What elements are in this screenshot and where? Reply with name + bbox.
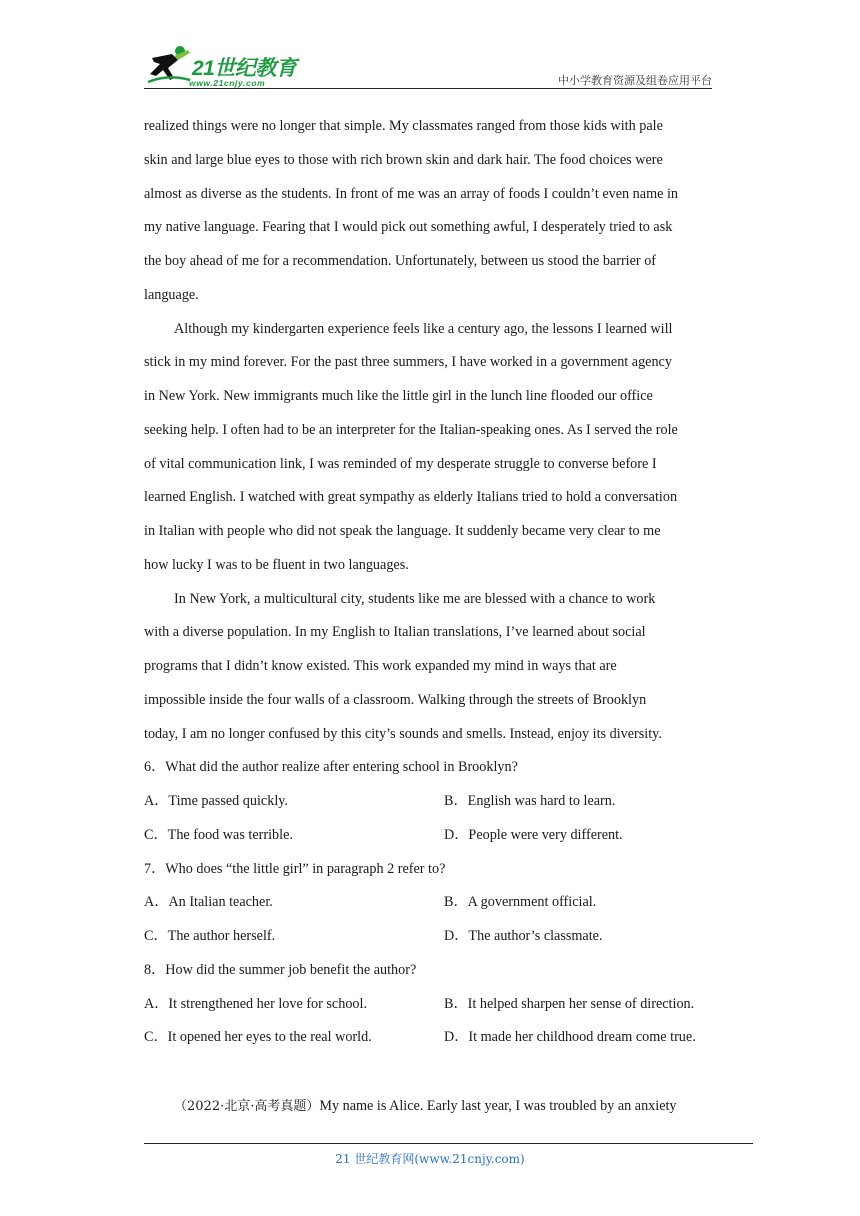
answer-option[interactable]: B．It helped sharpen her sense of direction. [444,995,695,1012]
answer-option[interactable]: A．It strengthened her love for school. [144,995,367,1012]
option-row [144,819,716,853]
answer-option[interactable]: C．It opened her eyes to the real world. [144,1029,372,1046]
paragraph-line: the boy ahead of me for a recommendation. Unfortunately, between us stood the barrier of [144,253,657,269]
next-passage-intro [144,1090,716,1124]
logo-url: www.21cnjy.com [189,78,266,88]
platform-title: 中小学教育资源及组卷应用平台 [558,74,712,87]
answer-option[interactable]: C．The author herself. [144,928,276,944]
answer-option[interactable]: D．It made her childhood dream come true. [444,1029,696,1046]
answer-option[interactable]: A．Time passed quickly. [144,793,288,809]
paragraph-line: Although my kindergarten experience feels like a century ago, the lessons I learned will [174,320,673,337]
paragraph-line: today, I am no longer confused by this city’s sounds and smells. Instead, enjoy its diversity. [144,725,662,742]
site-logo[interactable] [144,44,344,90]
answer-option[interactable]: D．People were very different. [444,826,623,843]
paragraph-line: of vital communication link, I was reminded of my desperate struggle to converse before I [144,455,657,472]
passage-source: （2022·北京·高考真题） [174,1099,320,1114]
option-row [144,920,716,954]
answer-option[interactable]: B．A government official. [444,894,597,911]
paragraph-line: seeking help. I often had to be an interpreter for the Italian-speaking ones. As I served the role [144,421,678,438]
paragraph-line: almost as diverse as the students. In front of me was an array of foods I couldn’t even name in [144,185,678,202]
page-header [144,40,712,90]
paragraph-line: learned English. I watched with great sympathy as elderly Italians tried to hold a conversation [144,489,678,506]
passage-opening-text: My name is Alice. Early last year, I was troubled by an anxiety [319,1098,677,1114]
answer-option[interactable]: C．The food was terrible. [144,826,293,843]
option-row [144,886,716,920]
paragraph-line: language. [144,286,199,303]
option-row [144,1021,716,1055]
paragraph-line: stick in my mind forever. For the past three summers, I have worked in a government agency [144,354,672,371]
question-stem: 7．Who does “the little girl” in paragraph 2 refer to? [144,860,446,877]
paragraph-line: realized things were no longer that simple. My classmates ranged from those kids with pale [144,118,663,134]
footer-divider [144,1143,753,1144]
question-stem: 8．How did the summer job benefit the author? [144,961,417,978]
paragraph-line: skin and large blue eyes to those with rich brown skin and dark hair. The food choices were [144,151,663,168]
runner-logo-icon [144,44,192,86]
paragraph-line: in Italian with people who did not speak the language. It suddenly became very clear to me [144,523,661,539]
answer-option[interactable]: B．English was hard to learn. [444,793,616,809]
paragraph-line: programs that I didn’t know existed. This work expanded my mind in ways that are [144,658,617,674]
option-row [144,785,716,819]
footer-link[interactable]: 21 世纪教育网(www.21cnjy.com) [335,1152,525,1166]
paragraph-line: in New York. New immigrants much like the little girl in the lunch line flooded our office [144,388,653,404]
header-divider [144,88,712,89]
paragraph-line: impossible inside the four walls of a classroom. Walking through the streets of Brooklyn [144,691,647,708]
option-row [144,988,716,1022]
paragraph-line: my native language. Fearing that I would pick out something awful, I desperately tried to ask [144,219,673,236]
paragraph-line: In New York, a multicultural city, students like me are blessed with a chance to work [174,590,656,607]
logo-text: 21世纪教育 [192,57,297,80]
paragraph-line: how lucky I was to be fluent in two languages. [144,556,409,573]
document-body [144,110,716,1055]
question-stem: 6．What did the author realize after entering school in Brooklyn? [144,759,518,776]
answer-option[interactable]: D．The author’s classmate. [444,928,603,944]
answer-option[interactable]: A．An Italian teacher. [144,894,273,911]
paragraph-line: with a diverse population. In my English to Italian translations, I’ve learned about social [144,624,646,641]
